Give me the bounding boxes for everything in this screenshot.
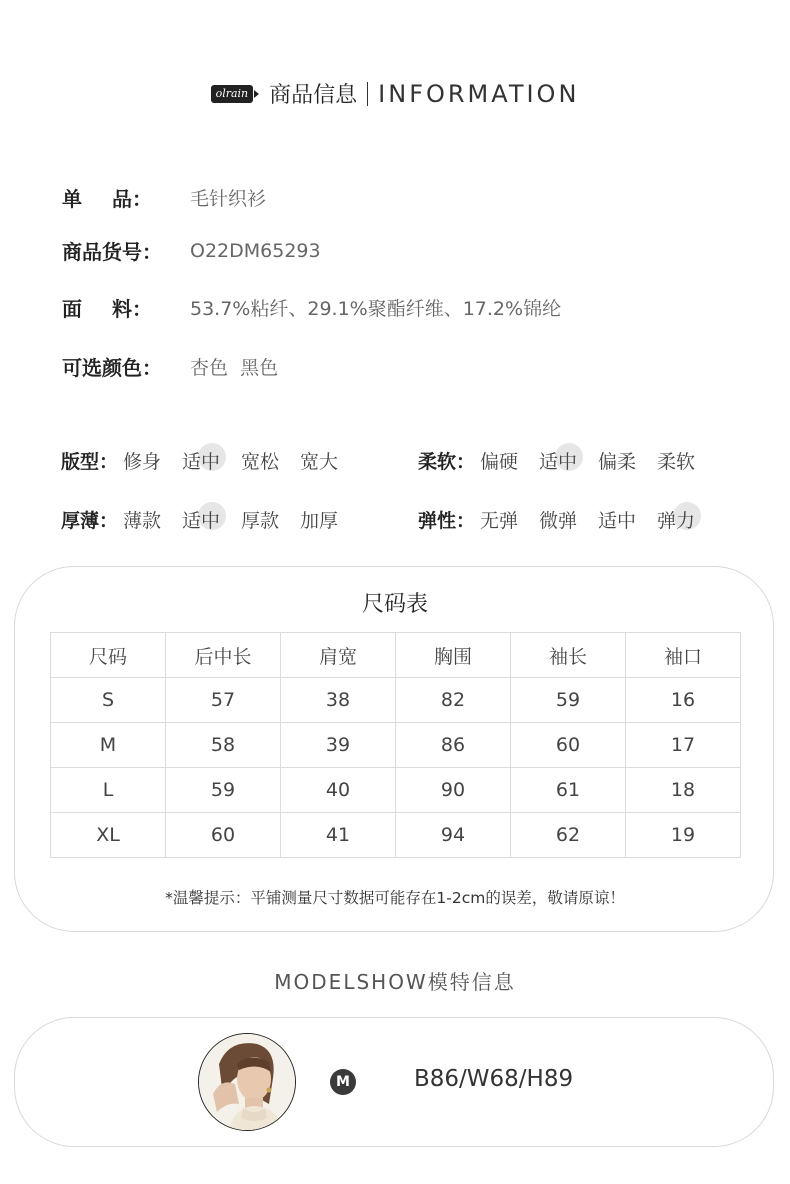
header-title-en: INFORMATION (378, 79, 580, 108)
attr-option: 偏硬 (480, 451, 519, 473)
attr-option: 无弹 (480, 510, 519, 532)
measurement-tip: *温馨提示：平铺测量尺寸数据可能存在1-2cm的误差，敬请原谅！ (165, 889, 625, 907)
table-row (51, 678, 741, 723)
table-cell: XL (51, 813, 166, 858)
brand-logo (211, 85, 260, 103)
model-measurements: B86/W68/H89 (414, 1066, 574, 1092)
sku-value: O22DM65293 (190, 239, 321, 262)
table-cell: L (51, 768, 166, 813)
header-title-cn: 商品信息 (269, 83, 358, 108)
attr-option: 宽松 (241, 451, 280, 473)
table-cell: 61 (510, 768, 625, 813)
table-header-cell: 后中长 (165, 633, 280, 678)
attr-fit-label: 版型： (61, 451, 119, 473)
attr-option: 厚款 (241, 510, 280, 532)
attr-option: 宽大 (300, 451, 339, 473)
info-row-sku (62, 236, 321, 265)
attr-elasticity (418, 506, 716, 533)
table-cell: 60 (165, 813, 280, 858)
sku-label: 商品货号： (62, 240, 162, 264)
attr-thickness (61, 506, 359, 533)
table-cell: 62 (510, 813, 625, 858)
colors-label: 可选颜色： (62, 356, 162, 380)
size-table (50, 632, 741, 858)
table-cell: 82 (395, 678, 510, 723)
product-label: 单 品： (62, 187, 152, 211)
section-header (0, 78, 790, 109)
table-cell: 39 (280, 723, 395, 768)
table-cell: 90 (395, 768, 510, 813)
attr-option-selected: 适中 (182, 447, 241, 474)
table-header-cell: 胸围 (395, 633, 510, 678)
table-row (51, 813, 741, 858)
model-size-badge: M (330, 1069, 356, 1095)
attr-option: 偏柔 (598, 451, 637, 473)
table-header-cell: 袖长 (510, 633, 625, 678)
attr-option-selected: 适中 (182, 506, 241, 533)
attr-softness (418, 447, 716, 474)
attr-option: 薄款 (123, 510, 162, 532)
info-row-product (62, 183, 266, 212)
attr-thickness-label: 厚薄： (61, 510, 119, 532)
attr-option: 修身 (123, 451, 162, 473)
attr-option-selected: 弹力 (657, 506, 716, 533)
table-header-row (51, 633, 741, 678)
table-cell: 17 (625, 723, 740, 768)
model-avatar (198, 1033, 296, 1131)
table-row (51, 768, 741, 813)
table-cell: 18 (625, 768, 740, 813)
fabric-label: 面 料： (62, 297, 152, 321)
table-cell: S (51, 678, 166, 723)
size-chart-title: 尺码表 (361, 592, 428, 617)
attr-option: 加厚 (300, 510, 339, 532)
info-row-colors (62, 352, 278, 381)
attr-option-selected: 适中 (539, 447, 598, 474)
table-cell: 60 (510, 723, 625, 768)
model-info-card (14, 1017, 774, 1147)
table-cell: 57 (165, 678, 280, 723)
table-header-cell: 肩宽 (280, 633, 395, 678)
table-cell: 19 (625, 813, 740, 858)
attr-option: 适中 (598, 510, 637, 532)
brand-logo-text: olrain (211, 85, 254, 103)
table-header-cell: 袖口 (625, 633, 740, 678)
header-divider (367, 82, 368, 106)
attr-option: 柔软 (657, 451, 696, 473)
table-cell: 16 (625, 678, 740, 723)
attr-softness-label: 柔软： (418, 451, 476, 473)
table-cell: 59 (510, 678, 625, 723)
table-cell: 38 (280, 678, 395, 723)
attr-option: 微弹 (539, 510, 578, 532)
model-portrait-image (199, 1034, 296, 1131)
table-cell: 94 (395, 813, 510, 858)
info-row-fabric (62, 293, 561, 322)
product-value: 毛针织衫 (190, 188, 267, 210)
attr-fit (61, 447, 359, 474)
fabric-value: 53.7%粘纤、29.1%聚酯纤维、17.2%锦纶 (190, 298, 562, 320)
table-cell: 58 (165, 723, 280, 768)
attr-elasticity-label: 弹性： (418, 510, 476, 532)
model-section-title: MODELSHOW模特信息 (274, 970, 516, 994)
table-row (51, 723, 741, 768)
table-cell: 86 (395, 723, 510, 768)
play-icon (254, 90, 259, 98)
colors-value: 杏色 黑色 (190, 357, 279, 379)
table-header-cell: 尺码 (51, 633, 166, 678)
table-cell: M (51, 723, 166, 768)
table-cell: 40 (280, 768, 395, 813)
table-cell: 41 (280, 813, 395, 858)
table-cell: 59 (165, 768, 280, 813)
